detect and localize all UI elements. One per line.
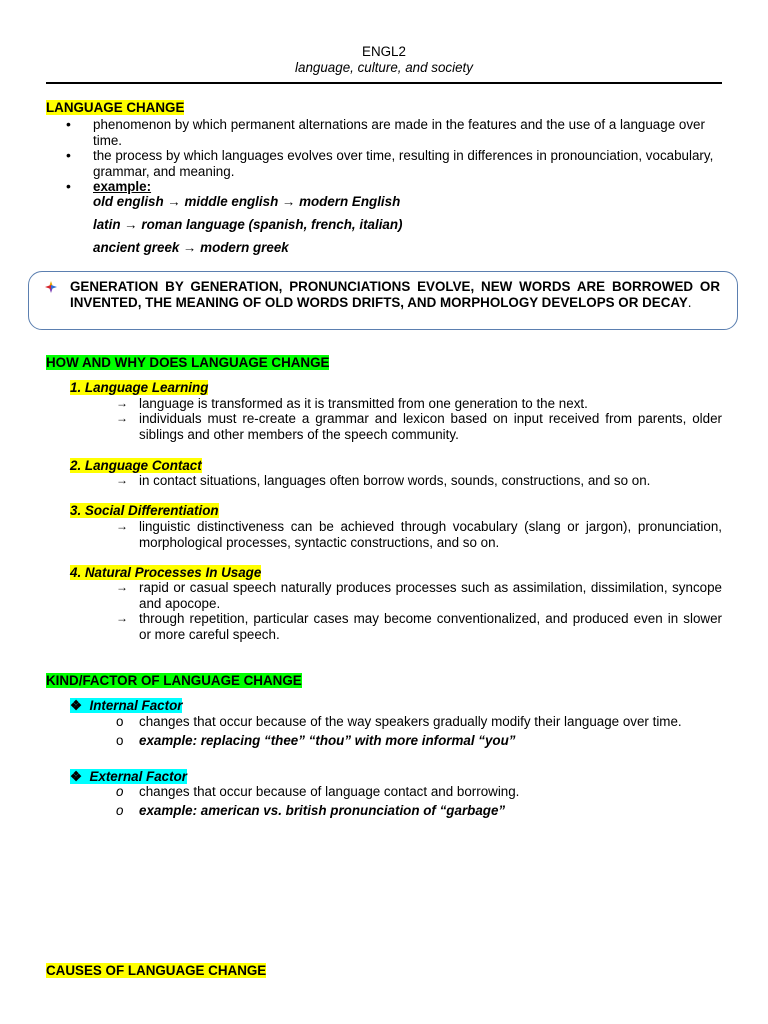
section-title-language-contact: 2. Language Contact — [70, 458, 202, 473]
circle-bullet-icon: o — [116, 784, 124, 799]
example-label: example: — [93, 179, 152, 194]
arrow-icon: → — [116, 519, 128, 533]
list-item: → in contact situations, languages often borrow words, sounds, constructions, and so on. — [116, 473, 651, 488]
external-factor-title: ❖ External Factor — [70, 769, 187, 784]
list-item — [66, 148, 726, 180]
section-title-social-differentiation: 3. Social Differentiation — [70, 503, 219, 518]
bullet-icon: • — [66, 147, 71, 163]
how-why-heading: HOW AND WHY DOES LANGUAGE CHANGE — [46, 355, 330, 370]
header-divider — [46, 82, 722, 84]
circle-bullet-icon: o — [116, 803, 124, 818]
list-item: → individuals must re-create a grammar and lexicon based on input received from parents, older siblings and other members of the speech community. — [116, 411, 722, 442]
arrow-icon: → — [116, 473, 128, 487]
callout-text: GENERATION BY GENERATION, PRONUNCIATIONS EVOLVE, NEW WORDS ARE BORROWED OR INVENTED, THE MEANING OF OLD WORDS DRIFTS, AND MORPHOLOGY DEVELOPS OR DECAY. — [70, 279, 720, 310]
language-change-heading: LANGUAGE CHANGE — [46, 100, 185, 115]
bullet-text: phenomenon by which permanent alternations are made in the features and the use of a language over time. — [93, 117, 705, 148]
example-line: ancient greek → modern greek — [93, 240, 289, 255]
list-item — [66, 179, 726, 195]
course-code: ENGL2 — [362, 44, 406, 59]
circle-bullet-icon: o — [116, 733, 124, 748]
list-item — [66, 117, 726, 149]
list-item: → through repetition, particular cases may become conventionalized, and produced even in slower or more careful speech. — [116, 611, 722, 642]
arrow-icon: → — [116, 580, 128, 594]
four-color-diamond-icon — [45, 281, 57, 293]
example-line: latin → roman language (spanish, french, italian) — [93, 217, 403, 232]
bullet-text: the process by which languages evolves over time, resulting in differences in pronounciation, vocabulary, grammar, and meaning. — [93, 148, 714, 179]
section-title-language-learning: 1. Language Learning — [70, 380, 209, 395]
internal-factor-title: ❖ Internal Factor — [70, 698, 183, 713]
callout-box — [28, 271, 738, 330]
bullet-icon: • — [66, 116, 71, 132]
list-item: o changes that occur because of language contact and borrowing. — [116, 784, 520, 799]
arrow-icon: → — [116, 411, 128, 425]
list-item: → linguistic distinctiveness can be achieved through vocabulary (slang or jargon), pronunciation, morphological processes, syntactic constructions, and so on. — [116, 519, 722, 550]
causes-heading: CAUSES OF LANGUAGE CHANGE — [46, 963, 267, 978]
example-line: old english → middle english → modern English — [93, 194, 401, 209]
circle-bullet-icon: o — [116, 714, 124, 729]
diamond-bullet-icon: ❖ — [70, 769, 83, 784]
kind-factor-heading: KIND/FACTOR OF LANGUAGE CHANGE — [46, 673, 302, 688]
arrow-icon: → — [116, 396, 128, 410]
diamond-bullet-icon: ❖ — [70, 698, 83, 713]
course-subtitle: language, culture, and society — [295, 60, 473, 75]
list-item: → rapid or casual speech naturally produces processes such as assimilation, dissimilation, syncope and apocope. — [116, 580, 722, 611]
arrow-icon: → — [116, 611, 128, 625]
section-title-natural-processes: 4. Natural Processes In Usage — [70, 565, 262, 580]
list-item: o changes that occur because of the way speakers gradually modify their language over time. — [116, 714, 682, 729]
list-item: → language is transformed as it is transmitted from one generation to the next. — [116, 396, 588, 411]
list-item: o example: american vs. british pronunciation of “garbage” — [116, 803, 506, 818]
bullet-icon: • — [66, 178, 71, 194]
list-item: o example: replacing “thee” “thou” with more informal “you” — [116, 733, 516, 748]
